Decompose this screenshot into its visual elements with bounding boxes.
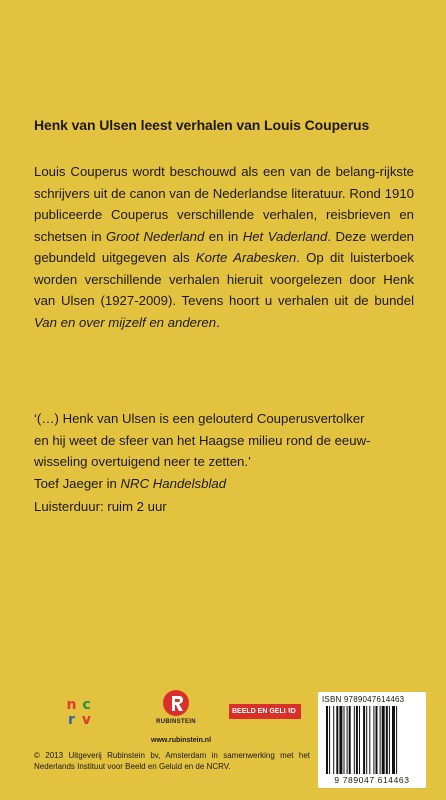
ncrv-letter: c: [82, 697, 91, 713]
publisher-website: www.rubinstein.nl: [151, 737, 212, 744]
quote-line: wisseling overtuigend neer te zetten.’: [34, 454, 251, 469]
review-quote: [34, 408, 414, 494]
description-text: Louis Couperus wordt beschouwd als een van de belang-rijkste schrijvers uit de canon van de Nederlandse literatuur. Rond 1910 publiceerde Couperus verschillende verhalen, reisbrieven en schetsen in: [34, 164, 414, 244]
beeld-en-geluid-square-icon: [286, 704, 301, 719]
quote-line: en hij weet de sfeer van het Haagse milieu rond de eeuw-: [34, 432, 371, 448]
copyright-notice: © 2013 Uitgeverij Rubinstein bv, Amsterdam in samenwerking met het Nederlands Instituut voor Beeld en Geluid en de NCRV.: [34, 751, 310, 771]
beeld-en-geluid-logo: BEELD EN GELUID: [229, 704, 299, 719]
title-groot-nederland: Groot Nederland: [106, 228, 205, 244]
isbn-label: ISBN 9789047614463: [322, 695, 405, 704]
quote-line: ‘(…) Henk van Ulsen is een gelouterd Couperusvertolker: [34, 411, 365, 426]
description-text: .: [216, 314, 220, 330]
quote-source-publication: NRC Handelsblad: [120, 475, 227, 491]
barcode-digits: 9 789047 614463: [334, 775, 410, 785]
description-text: en in: [204, 228, 243, 244]
listening-duration: Luisterduur: ruim 2 uur: [34, 499, 167, 514]
title-heading: Henk van Ulsen leest verhalen van Louis Couperus: [34, 117, 370, 133]
barcode: [318, 692, 426, 788]
barcode-bars-icon: [326, 706, 418, 774]
quote-source-author: Toef Jaeger in: [34, 475, 121, 491]
ncrv-logo: [64, 698, 94, 728]
ncrv-letter: v: [81, 712, 92, 728]
quote-source: [34, 473, 414, 495]
ncrv-letter: r: [68, 712, 75, 728]
description-paragraph: [34, 161, 414, 333]
title-van-en-over-mijzelf: Van en over mijzelf en anderen: [34, 314, 217, 330]
title-het-vaderland: Het Vaderland: [242, 228, 328, 244]
description-text: . Op dit luisterboek worden verschillende verhalen hieruit voorgelezen door Henk van Ulsen (1927-2009). Tevens hoort u verhalen uit de bundel: [34, 250, 415, 308]
title-korte-arabesken: Korte Arabesken: [195, 250, 297, 265]
ncrv-letter: n: [66, 697, 77, 713]
rubinstein-logo-text: RUBINSTEIN: [156, 719, 196, 725]
rubinstein-logo-icon: [163, 690, 189, 716]
description-text: . Deze werden gebundeld uitgegeven als: [34, 228, 415, 265]
